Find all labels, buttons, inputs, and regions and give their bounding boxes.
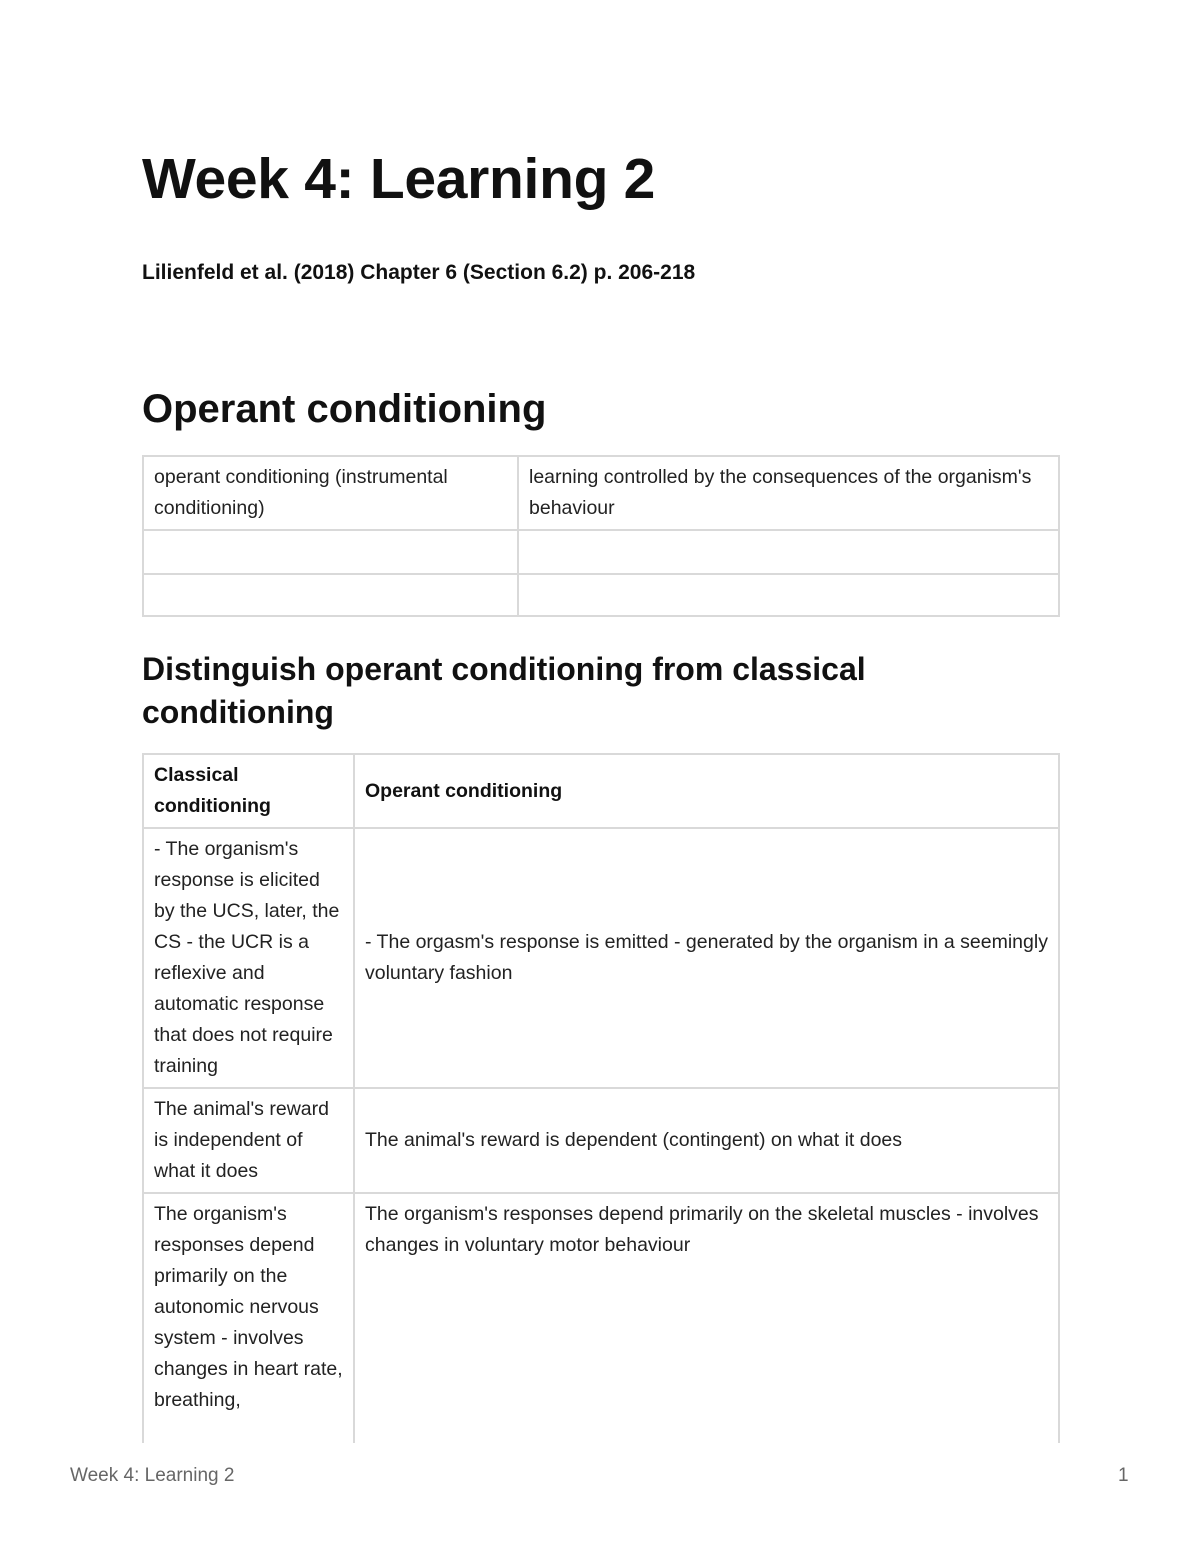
table-row [143,1193,1059,1443]
table-row [143,530,1059,574]
table-cell: - The organism's response is elicited by the UCS, later, the CS - the UCR is a reflexive and automatic response that does not require training [143,828,354,1088]
comparison-table [142,753,1060,1443]
section-heading-operant: Operant conditioning [142,387,547,431]
column-header-classical: Classical conditioning [143,754,354,828]
table-cell: The organism's responses depend primarily on the skeletal muscles - involves changes in voluntary motor behaviour [354,1193,1059,1443]
footer-title: Week 4: Learning 2 [70,1465,235,1486]
table-cell: The animal's reward is dependent (contingent) on what it does [354,1088,1059,1193]
operant-definition-table [142,455,1060,617]
table-cell: - The orgasm's response is emitted - generated by the organism in a seemingly voluntary fashion [354,828,1059,1088]
table-row [143,574,1059,616]
page-subtitle: Lilienfeld et al. (2018) Chapter 6 (Section 6.2) p. 206-218 [142,261,696,284]
page-title: Week 4: Learning 2 [142,147,656,211]
table-cell: learning controlled by the consequences of the organism's behaviour [518,456,1059,530]
page-number: 1 [1118,1465,1129,1486]
table-cell: operant conditioning (instrumental conditioning) [143,456,518,530]
column-header-operant: Operant conditioning [354,754,1059,828]
table-cell [143,574,518,616]
table-row [143,1088,1059,1193]
table-cell: The organism's responses depend primarily on the autonomic nervous system - involves changes in heart rate, breathing, [143,1193,354,1443]
table-cell [143,530,518,574]
table-row [143,828,1059,1088]
table-cell: The animal's reward is independent of what it does [143,1088,354,1193]
section-heading-distinguish: Distinguish operant conditioning from classical conditioning [142,651,866,730]
table-cell [518,574,1059,616]
table-header-row [143,754,1059,828]
table-row [143,456,1059,530]
table-cell [518,530,1059,574]
